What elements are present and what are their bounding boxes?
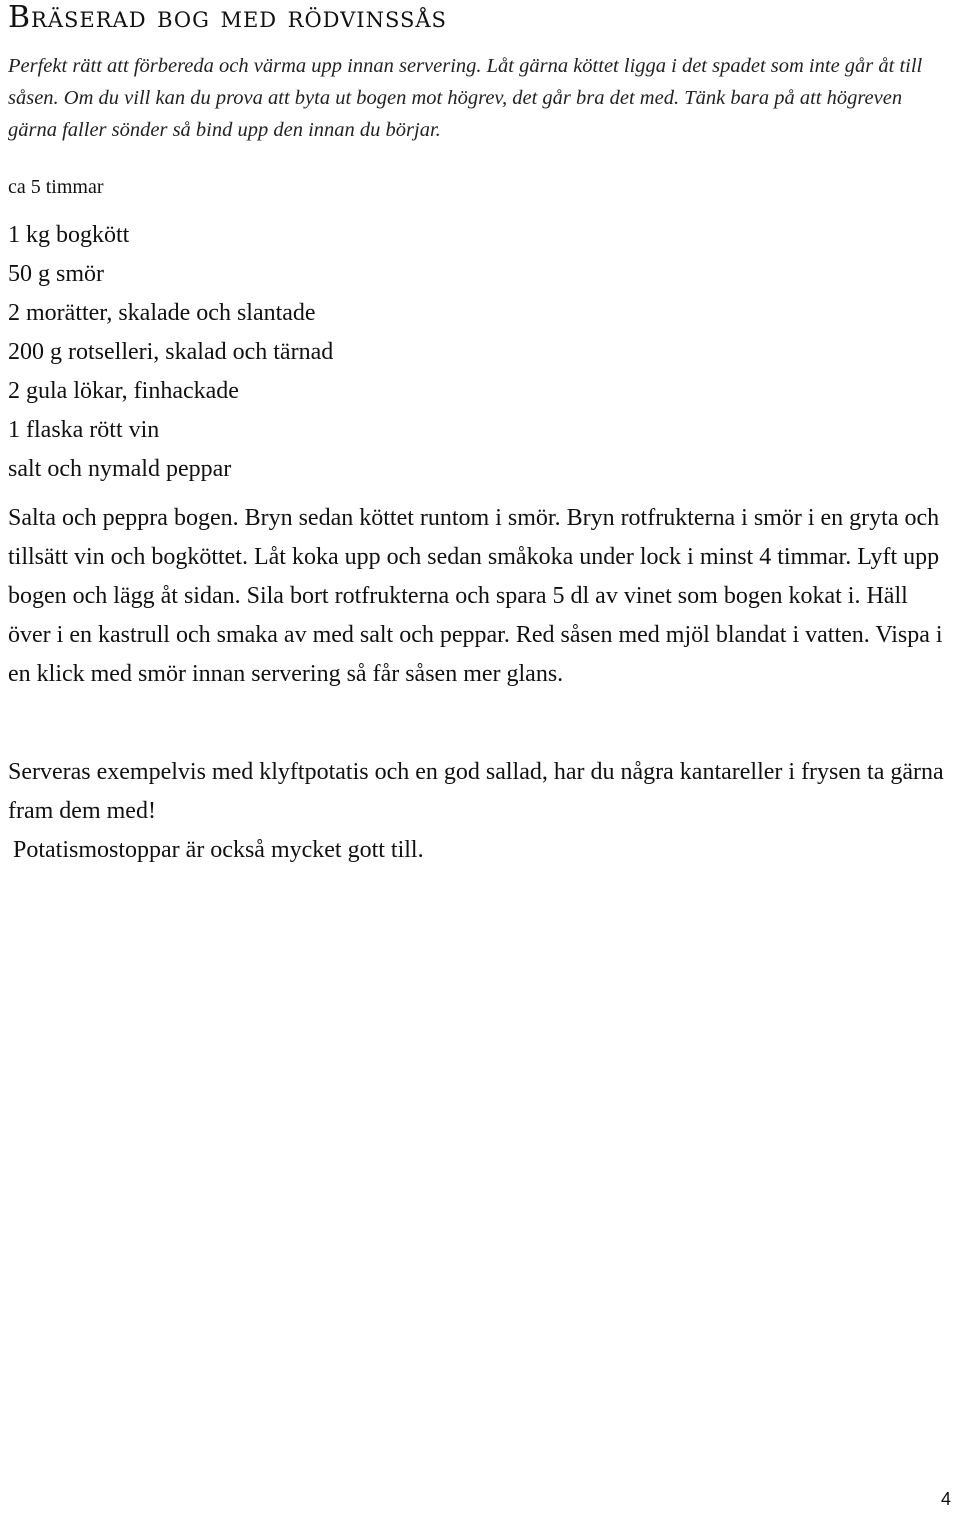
ingredient-item: 2 morätter, skalade och slantade bbox=[8, 300, 316, 326]
ingredient-item: 50 g smör bbox=[8, 261, 104, 287]
serving-paragraph: Serveras exempelvis med klyftpotatis och en god sallad, har du några kantareller i frysen ta gärna fram dem med! bbox=[8, 759, 944, 824]
recipe-intro: Perfekt rätt att förbereda och värma upp innan servering. Låt gärna köttet ligga i det spadet som inte går åt till såsen. Om du vill kan du prova att byta ut bogen mot högrev, det går bra det med. Tänk bara på att högreven gärna faller sönder så bind upp den innan du börjar. bbox=[8, 55, 923, 141]
ingredient-item: 1 kg bogkött bbox=[8, 222, 130, 248]
ingredient-item: 2 gula lökar, finhackade bbox=[8, 378, 239, 404]
page-number: 4 bbox=[940, 1489, 951, 1509]
cooking-time: ca 5 timmar bbox=[8, 176, 104, 198]
ingredient-item: 200 g rotselleri, skalad och tärnad bbox=[8, 339, 334, 365]
method-paragraph: Salta och peppra bogen. Bryn sedan köttet runtom i smör. Bryn rotfrukterna i smör i en gryta och tillsätt vin och bogköttet. Låt koka upp och sedan småkoka under lock i minst 4 timmar. Lyft upp bogen och lägg åt sidan. Sila bort rotfrukterna och spara 5 dl av vinet som bogen kokat i. Häll över i en kastrull och smaka av med salt och peppar. Red såsen med mjöl blandat i vatten. Vispa i en klick med smör innan servering så får såsen mer glans. bbox=[8, 505, 943, 687]
serving-tip: Potatismostoppar är också mycket gott till. bbox=[13, 837, 424, 863]
ingredient-list bbox=[8, 216, 333, 489]
ingredient-item: 1 flaska rött vin bbox=[8, 417, 160, 443]
recipe-title: Bräserad bog med rödvinssås bbox=[8, 0, 447, 35]
ingredient-item: salt och nymald peppar bbox=[8, 456, 232, 482]
